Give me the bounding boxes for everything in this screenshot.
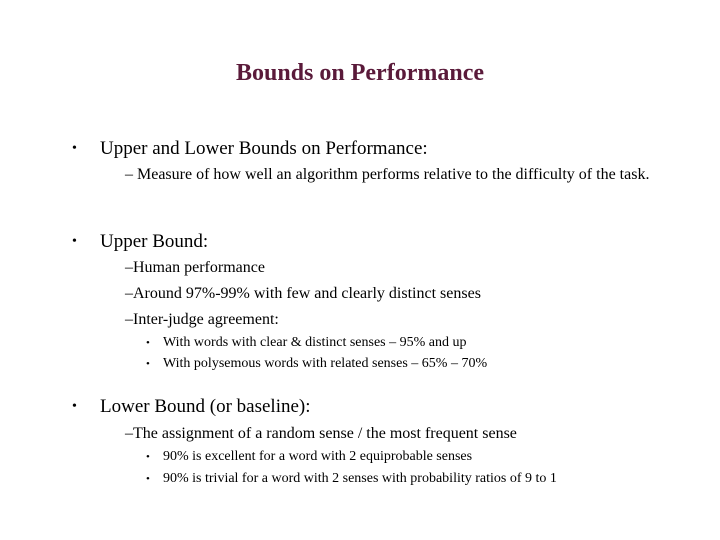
bullet-text: Lower Bound (or baseline): xyxy=(100,396,311,417)
bullet-dot-icon: • xyxy=(146,337,150,349)
bullet-dot-icon: • xyxy=(72,399,77,414)
slide-title: Bounds on Performance xyxy=(236,60,484,86)
sub-bullet-text: Inter-judge agreement: xyxy=(133,311,279,328)
sub-bullet-text: Human performance xyxy=(133,259,265,276)
bullet-dot-icon: • xyxy=(146,358,150,370)
dash-icon: – xyxy=(125,425,133,442)
sub-bullet-text: The assignment of a random sense / the most frequent sense xyxy=(133,425,517,442)
subsub-bullet-text: With words with clear & distinct senses – 95% and up xyxy=(163,335,467,350)
bullet-dot-icon: • xyxy=(146,451,150,463)
subsub-bullet-text: 90% is excellent for a word with 2 equiprobable senses xyxy=(163,449,473,464)
dash-icon: – xyxy=(125,166,133,183)
subsub-bullet-text: With polysemous words with related senses – 65% – 70% xyxy=(163,356,488,371)
bullet-text: Upper and Lower Bounds on Performance: xyxy=(100,138,428,159)
bullet-text: Upper Bound: xyxy=(100,231,209,252)
subsub-bullet-text: 90% is trivial for a word with 2 senses with probability ratios of 9 to 1 xyxy=(163,471,557,486)
sub-bullet-text: Around 97%-99% with few and clearly distinct senses xyxy=(133,285,481,302)
dash-icon: – xyxy=(125,285,133,302)
sub-bullet-text: Measure of how well an algorithm performs relative to the difficulty of the task. xyxy=(137,166,650,183)
bullet-dot-icon: • xyxy=(146,473,150,485)
dash-icon: – xyxy=(125,311,133,328)
bullet-dot-icon: • xyxy=(72,234,77,249)
dash-icon: – xyxy=(125,259,133,276)
bullet-dot-icon: • xyxy=(72,141,77,156)
